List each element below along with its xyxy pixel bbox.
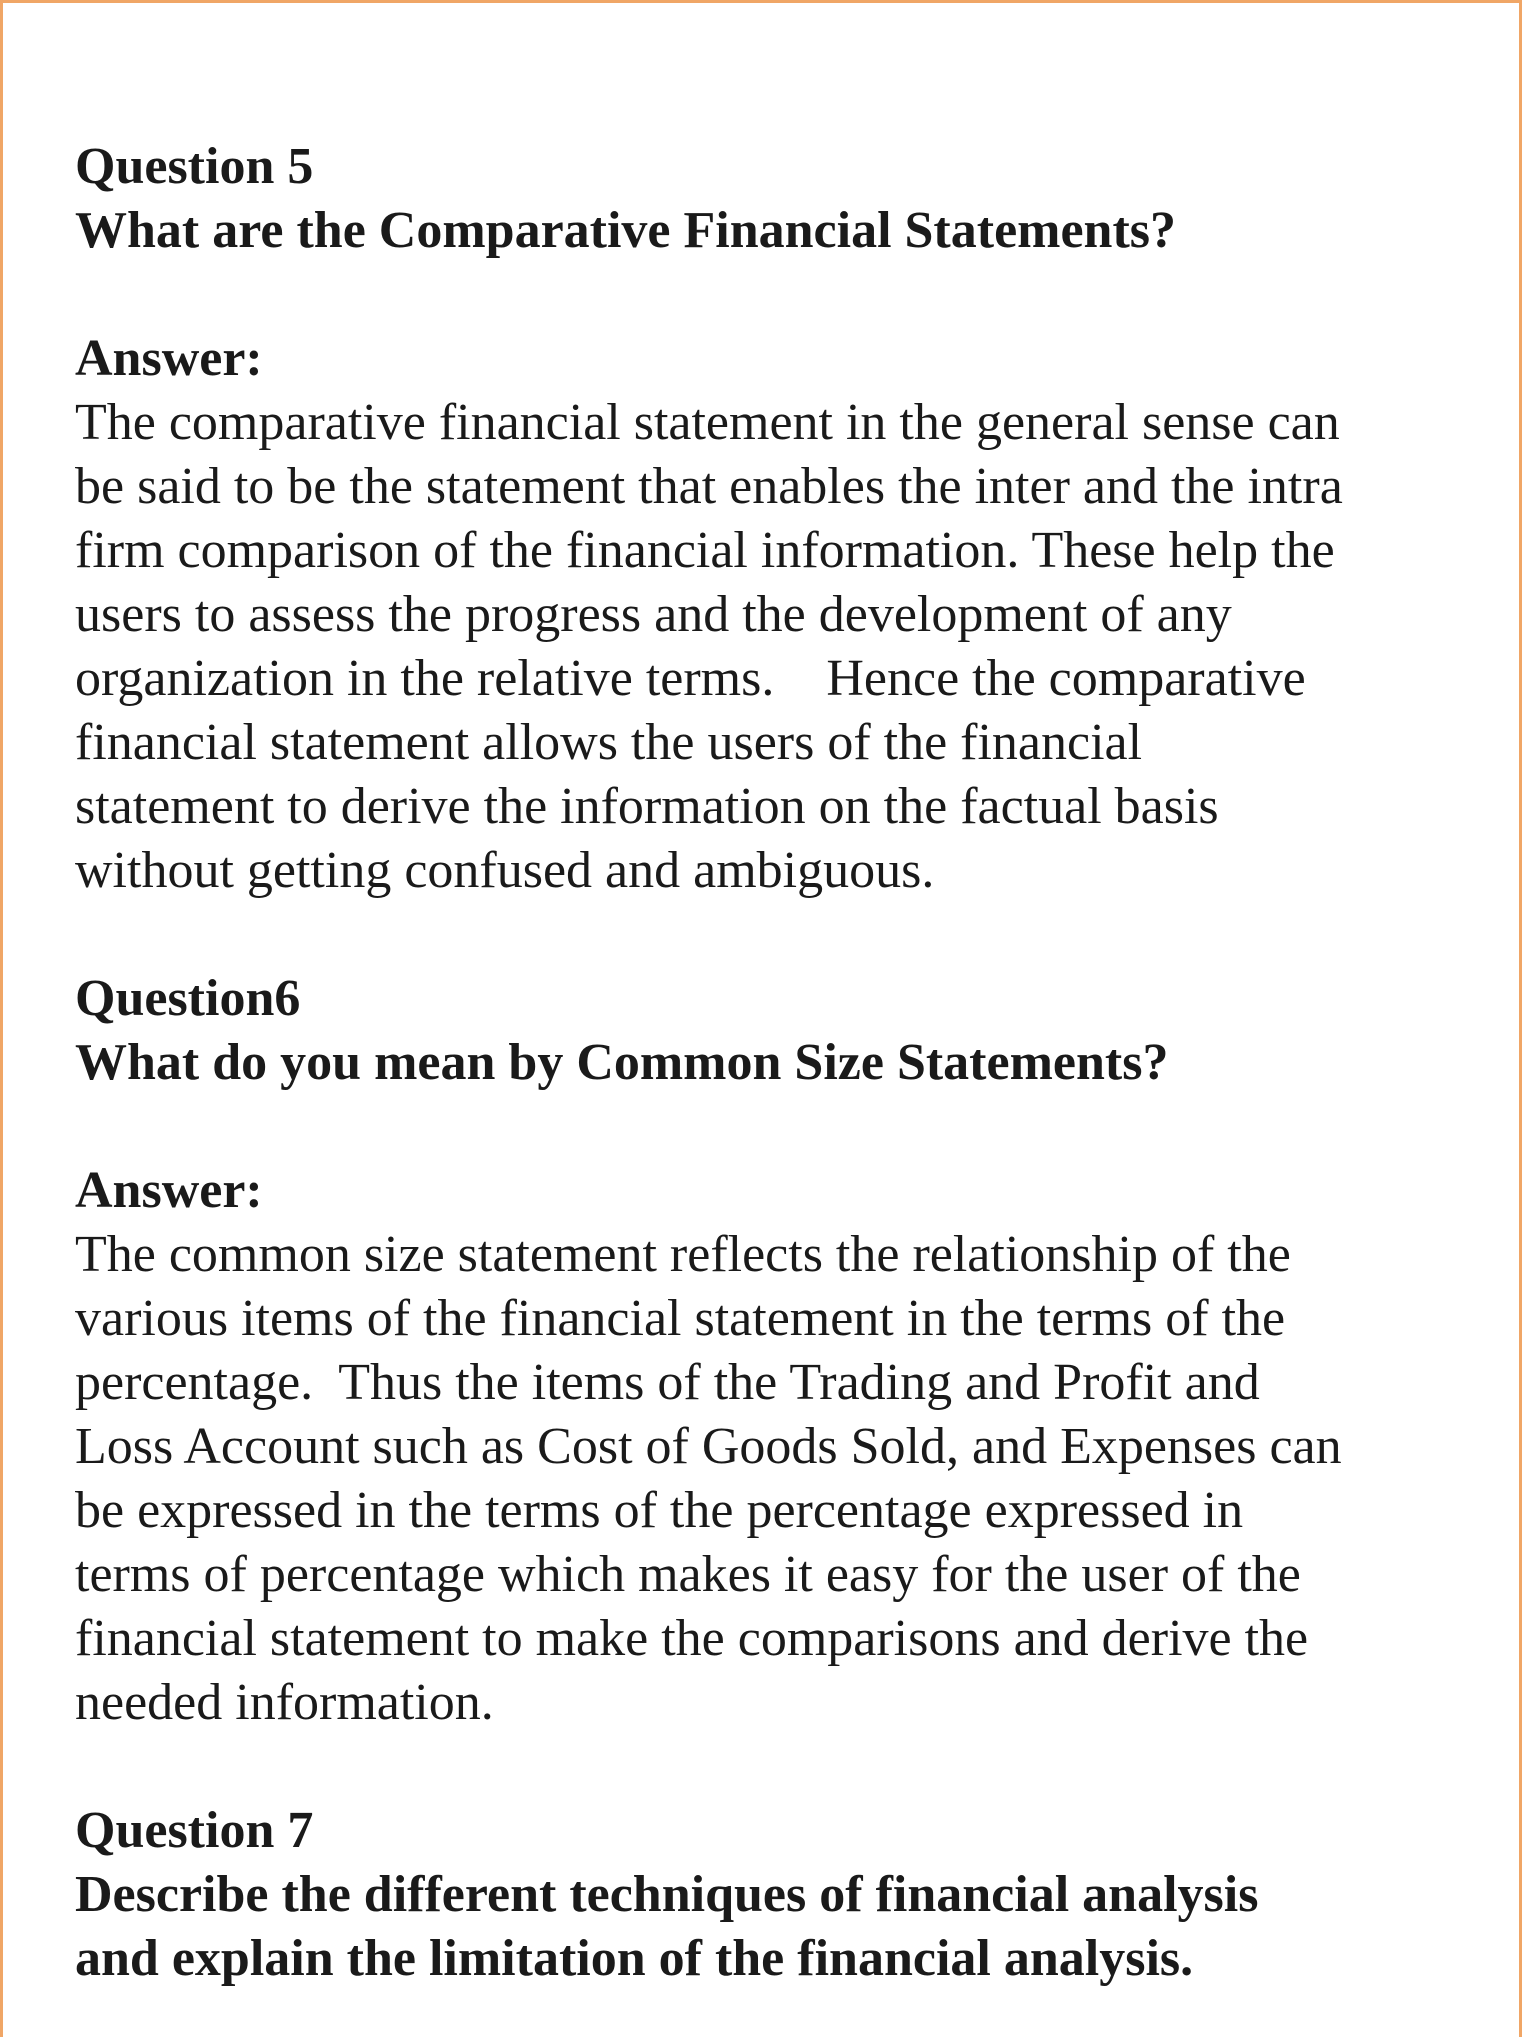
answer-6-line: be expressed in the terms of the percentage expressed in [75,1482,1244,1539]
answer-5-line: statement to derive the information on the factual basis [75,778,1219,835]
answer-5-line: without getting confused and ambiguous. [75,842,935,899]
question-7-text: and explain the limitation of the financial analysis. [75,1930,1194,1987]
document-content [75,135,1475,1991]
answer-5-line: be said to be the statement that enables the inter and the intra [75,458,1343,515]
answer-6-label: Answer: [75,1162,263,1219]
question-6-section [75,967,1475,1735]
answer-5-label: Answer: [75,330,263,387]
answer-5-line: firm comparison of the financial information. These help the [75,522,1335,579]
answer-5-line: organization in the relative terms. Hence the comparative [75,650,1306,707]
question-7-text: Describe the different techniques of financial analysis [75,1866,1259,1923]
question-5-label: Question 5 [75,138,314,195]
answer-6-line: financial statement to make the comparisons and derive the [75,1610,1309,1667]
question-7-label: Question 7 [75,1802,314,1859]
answer-5-line: financial statement allows the users of the financial [75,714,1143,771]
spacer [75,263,1475,327]
answer-5-line: users to assess the progress and the development of any [75,586,1232,643]
answer-6-line: various items of the financial statement in the terms of the [75,1290,1286,1347]
answer-6-line: percentage. Thus the items of the Trading and Profit and [75,1354,1260,1411]
question-6-text: What do you mean by Common Size Statements? [75,1034,1169,1091]
answer-5-line: The comparative financial statement in the general sense can [75,394,1340,451]
spacer [75,1095,1475,1159]
question-6-label: Question6 [75,970,301,1027]
answer-6-line: terms of percentage which makes it easy for the user of the [75,1546,1301,1603]
answer-6-line: needed information. [75,1674,494,1731]
question-7-section [75,1799,1475,1991]
answer-6-line: The common size statement reflects the relationship of the [75,1226,1291,1283]
question-5-text: What are the Comparative Financial Statements? [75,202,1177,259]
question-5-section [75,135,1475,903]
spacer [75,1735,1475,1799]
answer-6-line: Loss Account such as Cost of Goods Sold, and Expenses can [75,1418,1342,1475]
spacer [75,903,1475,967]
